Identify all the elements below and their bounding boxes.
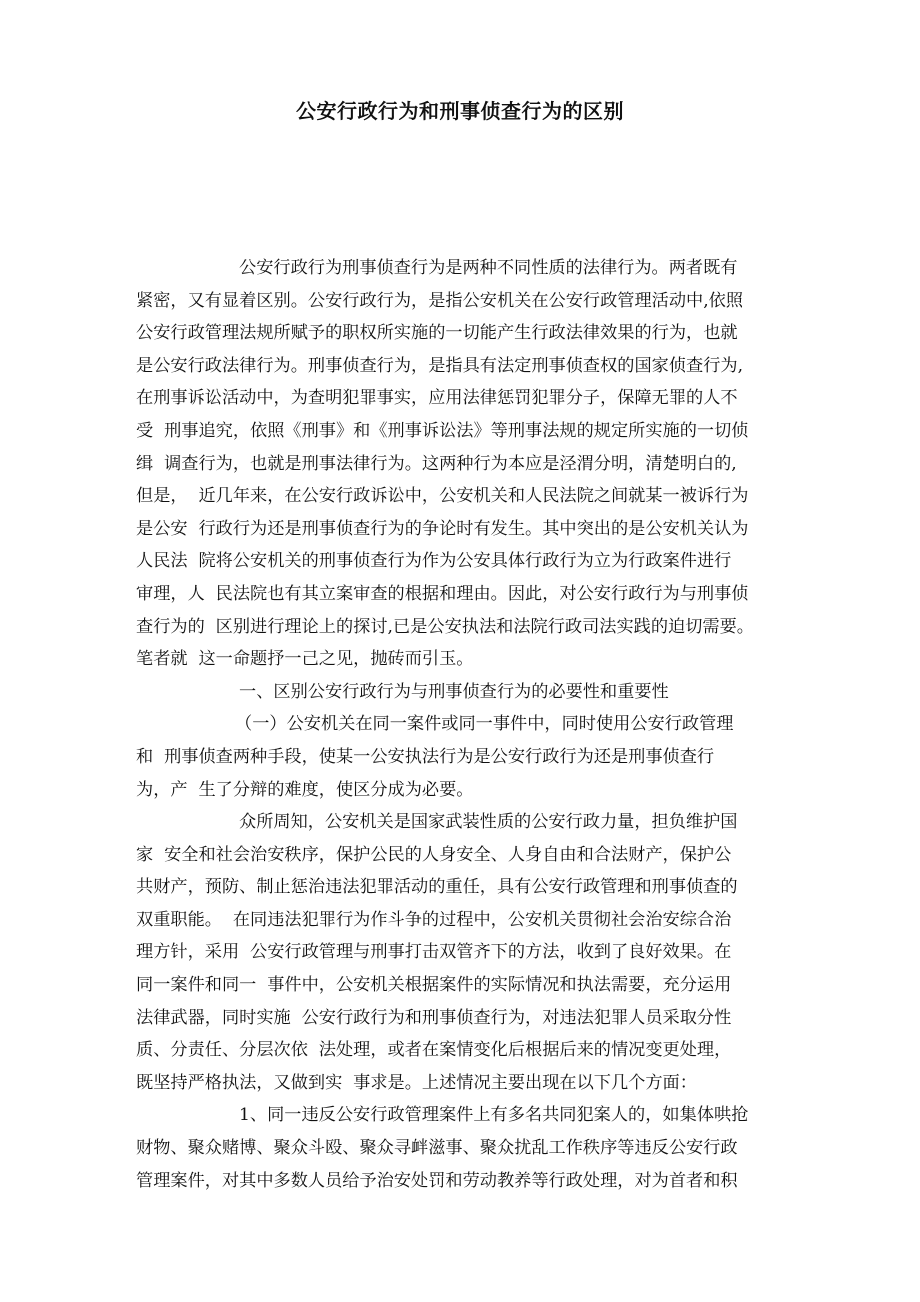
body-line: （一）公安机关在同一案件或同一事件中，同时使用公安行政管理 — [235, 714, 734, 735]
body-line: 审理，人 民法院也有其立案审查的根据和理由。因此，对公安行政行为与刑事侦 — [136, 583, 749, 604]
body-line: 理方针，采用 公安行政管理与刑事打击双管齐下的方法，收到了良好效果。在 — [136, 942, 732, 963]
document-body — [136, 252, 800, 1197]
body-line: 查行为的 区别进行理论上的探讨,已是公安执法和法院行政司法实践的迫切需要。 — [136, 616, 754, 637]
body-line: 和 刑事侦查两种手段，使某一公安执法行为是公安行政行为还是刑事侦查行 — [136, 746, 715, 767]
body-line: 紧密，又有显着区别。公安行政行为，是指公安机关在公安行政管理活动中,依照 — [136, 290, 744, 311]
body-line: 人民法 院将公安机关的刑事侦查行为作为公安具体行政行为立为行政案件进行 — [136, 551, 732, 572]
body-line: 同一案件和同一 事件中，公安机关根据案件的实际情况和执法需要，充分运用 — [136, 975, 732, 996]
body-line: 公安行政管理法规所赋予的职权所实施的一切能产生行政法律效果的行为，也就 — [136, 323, 738, 344]
body-line: 法律武器，同时实施 公安行政行为和刑事侦查行为，对违法犯罪人员采取分性 — [136, 1007, 732, 1028]
body-line: 在刑事诉讼活动中，为查明犯罪事实，应用法律惩罚犯罪分子，保障无罪的人不 — [136, 388, 738, 409]
body-line: 受 刑事追究，依照《刑事》和《刑事诉讼法》等刑事法规的规定所实施的一切侦 — [136, 420, 749, 441]
body-line: 家 安全和社会治安秩序，保护公民的人身安全、人身自由和合法财产，保护公 — [136, 844, 732, 865]
body-line: 既坚持严格执法，又做到实 事求是。上述情况主要出现在以下几个方面： — [136, 1072, 697, 1093]
body-line: 为，产 生了分辩的难度，使区分成为必要。 — [136, 779, 474, 800]
body-line: 质、分责任、分层次依 法处理，或者在案情变化后根据后来的情况变更处理， — [136, 1040, 732, 1061]
body-line: 是公安行政法律行为。刑事侦查行为，是指具有法定刑事侦查权的国家侦查行为, — [136, 355, 744, 376]
body-line: 笔者就 这一命题抒一己之见，抛砖而引玉。 — [136, 649, 474, 670]
body-line: 1、同一违反公安行政管理案件上有多名共同犯案人的，如集体哄抢 — [239, 1105, 749, 1126]
body-line: 财物、聚众赌博、聚众斗殴、聚众寻衅滋事、聚众扰乱工作秩序等违反公安行政 — [136, 1138, 738, 1159]
body-line: 共财产，预防、制止惩治违法犯罪活动的重任，具有公安行政管理和刑事侦查的 — [136, 877, 738, 898]
body-line: 双重职能。 在同违法犯罪行为作斗争的过程中，公安机关贯彻社会治安综合治 — [136, 909, 732, 930]
body-line: 众所周知，公安机关是国家武装性质的公安行政力量，担负维护国 — [239, 812, 738, 833]
body-line: 但是， 近几年来，在公安行政诉讼中，公安机关和人民法院之间就某一被诉行为 — [136, 486, 749, 507]
body-line: 一、区别公安行政行为与刑事侦查行为的必要性和重要性 — [239, 681, 669, 702]
document-title: 公安行政行为和刑事侦查行为的区别 — [296, 99, 624, 123]
body-line: 是公安 行政行为还是刑事侦查行为的争论时有发生。其中突出的是公安机关认为 — [136, 518, 749, 539]
body-line: 公安行政行为刑事侦查行为是两种不同性质的法律行为。两者既有 — [239, 258, 738, 278]
body-line: 缉 调查行为，也就是刑事法律行为。这两种行为本应是泾渭分明，清楚明白的, — [136, 453, 737, 474]
body-line: 管理案件，对其中多数人员给予治安处罚和劳动教养等行政处理，对为首者和积 — [136, 1170, 738, 1191]
